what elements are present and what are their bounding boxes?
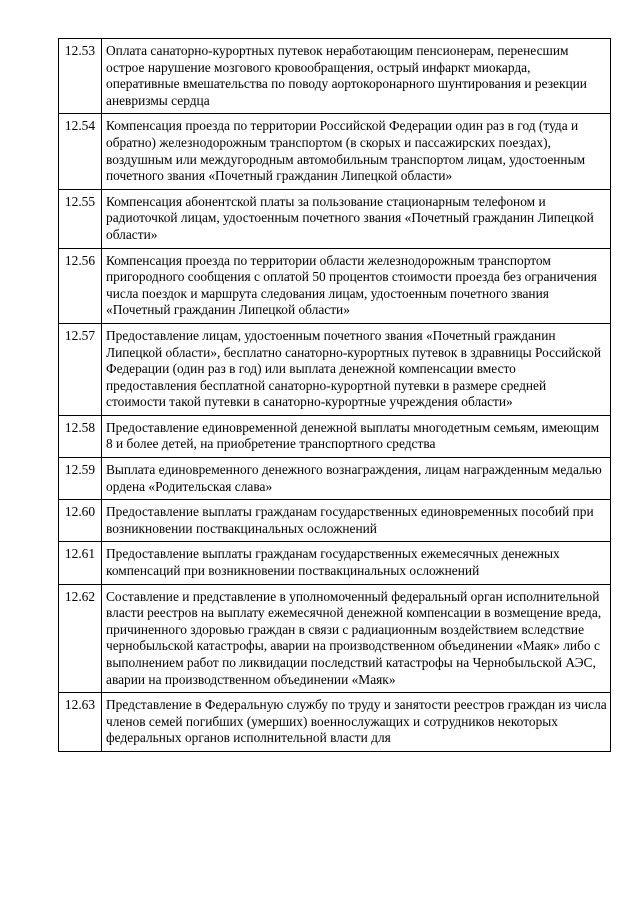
row-number: 12.57 <box>59 323 102 415</box>
row-text: Предоставление единовременной денежной выплаты многодетным семьям, имеющим 8 и более детей, на приобретение транспортного средства <box>102 415 611 457</box>
table-row <box>59 693 611 752</box>
row-text: Предоставление лицам, удостоенным почетного звания «Почетный гражданин Липецкой области», бесплатно санаторно-курортных путевок в здравницы Российской Федерации (один раз в год) или выплата денежной компенсации вместо предоставления бесплатной санаторно-курортной путевки в размере средней стоимости такой путевки в санаторно-курортные учреждения области» <box>102 323 611 415</box>
table-row <box>59 542 611 584</box>
services-table-body <box>59 39 611 752</box>
row-number: 12.53 <box>59 39 102 114</box>
table-row <box>59 584 611 693</box>
row-text: Компенсация абонентской платы за пользование стационарным телефоном и радиоточкой лицам, удостоенным почетного звания «Почетный гражданин Липецкой области» <box>102 189 611 248</box>
row-text: Компенсация проезда по территории Российской Федерации один раз в год (туда и обратно) железнодорожным транспортом (в скорых и пассажирских поездах), воздушным или междугородным автомобильным транспортом лицам, удостоенным почетного звания «Почетный гражданин Липецкой области» <box>102 114 611 189</box>
row-number: 12.56 <box>59 248 102 323</box>
table-row <box>59 500 611 542</box>
document-page <box>58 38 610 752</box>
row-number: 12.54 <box>59 114 102 189</box>
row-number: 12.55 <box>59 189 102 248</box>
row-number: 12.59 <box>59 458 102 500</box>
row-text: Компенсация проезда по территории области железнодорожным транспортом пригородного сообщения с оплатой 50 процентов стоимости проезда без ограничения числа поездок и маршрута следования лицам, удостоенным почетного звания «Почетный гражданин Липецкой области» <box>102 248 611 323</box>
table-row <box>59 323 611 415</box>
row-text: Составление и представление в уполномоченный федеральный орган исполнительной власти реестров на выплату ежемесячной денежной компенсации в возмещение вреда, причиненного здоровью граждан в связи с радиационным воздействием вследствие чернобыльской катастрофы, аварии на производственном объединении «Маяк» либо с выполнением работ по ликвидации последствий катастрофы на Чернобыльской АЭС, аварии на производственном объединении «Маяк» <box>102 584 611 693</box>
services-table <box>58 38 611 752</box>
row-text: Представление в Федеральную службу по труду и занятости реестров граждан из числа членов семей погибших (умерших) военнослужащих и сотрудников некоторых федеральных органов исполнительной власти для <box>102 693 611 752</box>
table-row <box>59 415 611 457</box>
row-text: Оплата санаторно-курортных путевок неработающим пенсионерам, перенесшим острое нарушение мозгового кровообращения, острый инфаркт миокарда, оперативные вмешательства по поводу аортокоронарного шунтирования и резекции аневризмы сердца <box>102 39 611 114</box>
table-row <box>59 39 611 114</box>
row-text: Предоставление выплаты гражданам государственных единовременных пособий при возникновении поствакцинальных осложнений <box>102 500 611 542</box>
row-number: 12.62 <box>59 584 102 693</box>
row-number: 12.60 <box>59 500 102 542</box>
table-row <box>59 248 611 323</box>
table-row <box>59 458 611 500</box>
row-text: Предоставление выплаты гражданам государственных ежемесячных денежных компенсаций при возникновении поствакцинальных осложнений <box>102 542 611 584</box>
row-text: Выплата единовременного денежного вознаграждения, лицам награжденным медалью ордена «Родительская слава» <box>102 458 611 500</box>
table-row <box>59 189 611 248</box>
table-row <box>59 114 611 189</box>
row-number: 12.61 <box>59 542 102 584</box>
row-number: 12.58 <box>59 415 102 457</box>
row-number: 12.63 <box>59 693 102 752</box>
